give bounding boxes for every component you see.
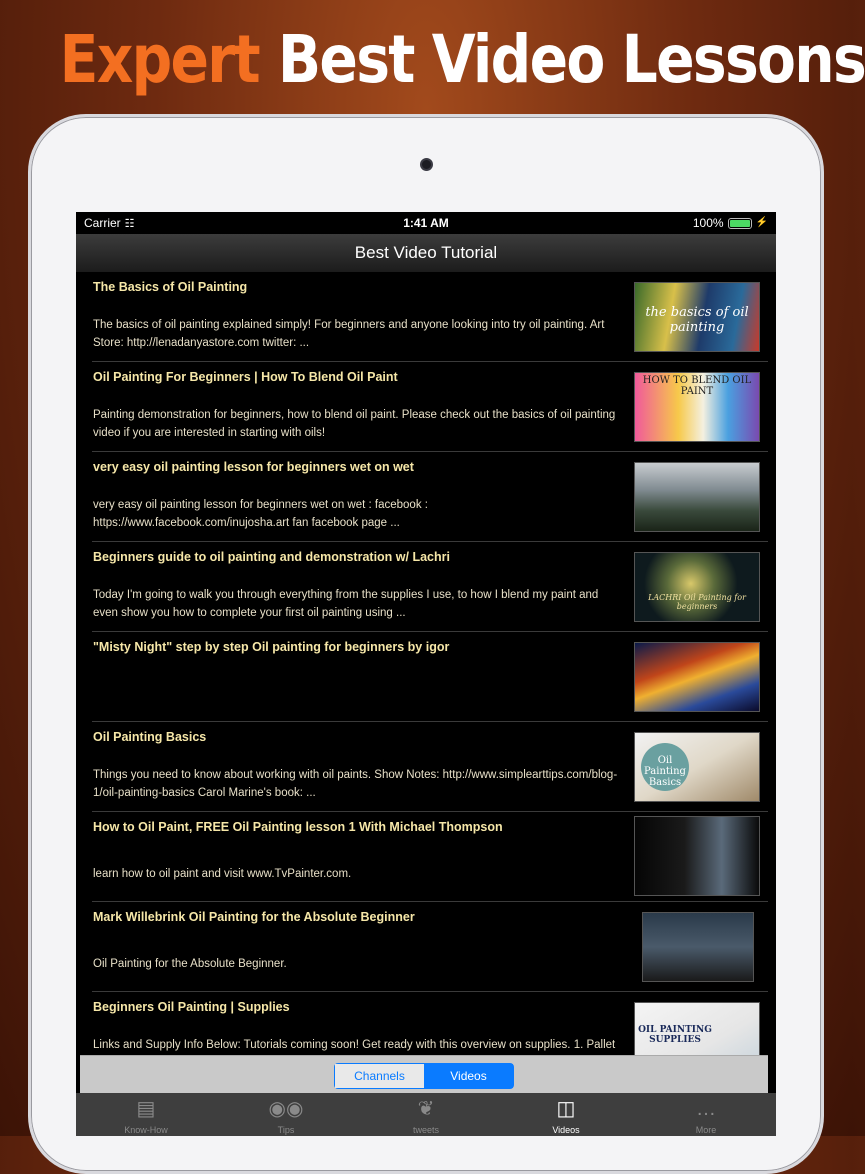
tab-more[interactable] <box>636 1093 776 1136</box>
video-title: Beginners guide to oil painting and demonstration w/ Lachri <box>93 550 450 564</box>
video-title: Oil Painting Basics <box>93 730 207 744</box>
notebook-icon: ▤ <box>136 1098 156 1120</box>
tab-label: More <box>695 1125 717 1135</box>
tab-bar <box>76 1093 776 1136</box>
video-row[interactable] <box>92 722 768 812</box>
tab-tweets[interactable] <box>356 1093 496 1136</box>
video-description: The basics of oil painting explained simply! For beginners and anyone looking into try oil painting. Art Store: http://lenadanyastore.com twitter: ... <box>93 319 605 349</box>
video-row[interactable] <box>92 542 768 632</box>
tab-videos[interactable] <box>496 1093 636 1136</box>
video-thumbnail <box>634 642 760 712</box>
video-row[interactable] <box>92 902 768 992</box>
video-description: Oil Painting for the Absolute Beginner. <box>93 958 287 970</box>
video-description: Things you need to know about working with oil paints. Show Notes: http://www.simplearttips.com/blog-1/oil-painting-basics Carol Marine's book: ... <box>93 769 618 799</box>
twitter-bird-icon: ❦ <box>417 1098 435 1120</box>
thumbnail-caption: HOW TO BLEND OIL PAINT <box>642 375 752 397</box>
video-row[interactable] <box>92 632 768 722</box>
tab-label: tweets <box>412 1125 439 1135</box>
tab-label: Know-How <box>124 1125 168 1135</box>
video-title: Mark Willebrink Oil Painting for the Absolute Beginner <box>93 910 415 924</box>
banner-highlight: Expert <box>59 21 259 98</box>
promo-banner <box>59 18 865 102</box>
video-title: Oil Painting For Beginners | How To Blend Oil Paint <box>93 370 398 384</box>
video-thumbnail <box>634 462 760 532</box>
thumbnail-caption: LACHRI Oil Painting for beginners <box>648 593 746 611</box>
video-description: Today I'm going to walk you through everything from the supplies I use, to how I blend my paint and even show you how to complete your first oil painting using ... <box>93 589 599 619</box>
battery-percent: 100% <box>692 216 724 230</box>
video-thumbnail <box>642 912 754 982</box>
tab-label: Videos <box>552 1125 580 1135</box>
video-description: learn how to oil paint and visit www.TvPainter.com. <box>93 868 352 880</box>
video-title: Beginners Oil Painting | Supplies <box>93 1000 290 1014</box>
channels-videos-segmented-control[interactable] <box>334 1063 514 1089</box>
status-time: 1:41 AM <box>403 216 449 230</box>
status-bar <box>76 212 776 234</box>
tab-label: Tips <box>277 1125 295 1135</box>
segment-videos[interactable]: Videos <box>424 1064 513 1088</box>
video-row[interactable] <box>92 812 768 902</box>
video-title: How to Oil Paint, FREE Oil Painting lesson 1 With Michael Thompson <box>93 820 503 834</box>
app-screen <box>76 212 776 1136</box>
video-thumbnail <box>634 816 760 896</box>
video-description: Links and Supply Info Below: Tutorials coming soon! Get ready with this overview on supplies. 1. Pallet <box>93 1039 616 1051</box>
tab-know-how[interactable] <box>76 1093 216 1136</box>
video-title: The Basics of Oil Painting <box>93 280 248 294</box>
video-row[interactable] <box>92 452 768 542</box>
video-row[interactable] <box>92 272 768 362</box>
video-thumbnail <box>634 732 760 802</box>
thumbnail-caption: Oil Painting Basics <box>641 743 689 791</box>
segment-toolbar <box>80 1055 768 1093</box>
charging-bolt-icon: ⚡ <box>755 217 768 228</box>
nav-bar <box>76 234 776 272</box>
video-description: Painting demonstration for beginners, how to blend oil paint. Please check out the basics of oil painting video if you are interested in starting with oils! <box>93 409 616 439</box>
video-description: very easy oil painting lesson for beginners wet on wet : facebook : https://www.facebook.com/inujosha.art fan facebook page ... <box>93 499 428 529</box>
video-thumbnail <box>634 372 760 442</box>
status-battery-group <box>693 212 768 234</box>
binoculars-icon: ◉◉ <box>268 1098 304 1120</box>
thumbnail-caption: the basics of oil painting <box>645 305 749 335</box>
more-dots-icon: … <box>696 1098 716 1120</box>
video-title: very easy oil painting lesson for beginners wet on wet <box>93 460 414 474</box>
thumbnail-caption: OIL PAINTING SUPPLIES <box>638 1025 712 1045</box>
video-row[interactable] <box>92 362 768 452</box>
camera-icon <box>420 158 433 171</box>
video-title: "Misty Night" step by step Oil painting for beginners by igor <box>93 640 450 654</box>
video-thumbnail <box>634 282 760 352</box>
filing-cabinet-icon: ◫ <box>556 1098 576 1120</box>
banner-title: Best Video Lessons <box>277 21 865 98</box>
segment-channels[interactable]: Channels <box>335 1064 424 1088</box>
tab-tips[interactable] <box>216 1093 356 1136</box>
carrier-label: Carrier <box>84 216 121 230</box>
video-list[interactable] <box>76 272 776 1062</box>
page-title: Best Video Tutorial <box>354 243 498 262</box>
video-thumbnail <box>634 552 760 622</box>
battery-icon <box>728 218 752 229</box>
wifi-icon: ☷ <box>124 218 135 230</box>
